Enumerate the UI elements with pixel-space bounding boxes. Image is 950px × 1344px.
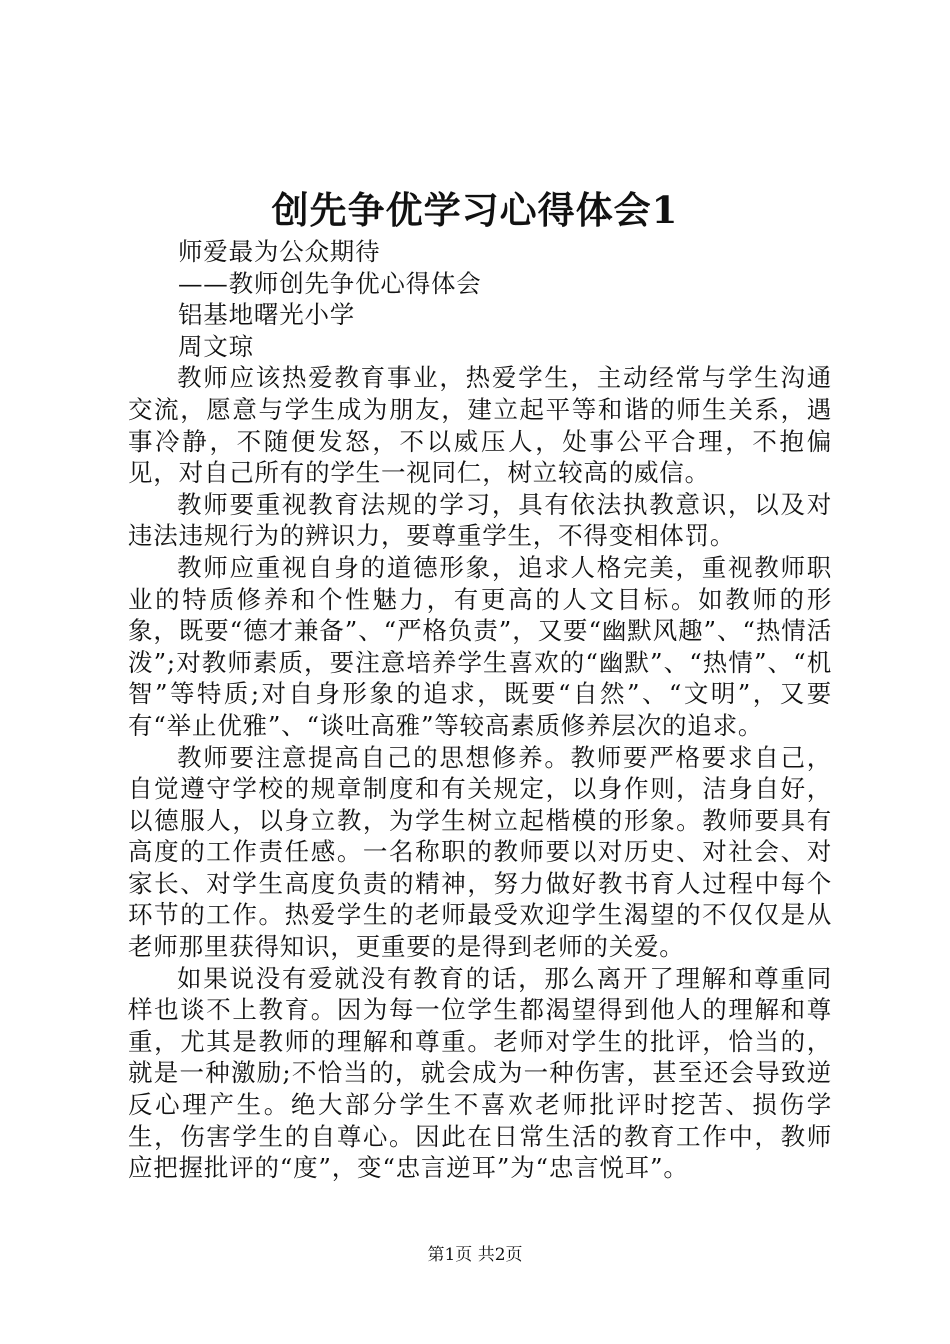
subtitle-line: 师爱最为公众期待	[178, 237, 381, 266]
document-title: 创先争优学习心得体会1	[271, 188, 679, 232]
body-paragraph: 教师要注意提高自己的思想修养。教师要严格要求自己，自觉遵守学校的规章制度和有关规定，以身作则，洁身自好，以德服人，以身立教，为学生树立起楷模的形象。教师要具有高度的工作责任感。一名称职的教师要以对历史、对社会、对家长、对学生高度负责的精神，努力做好教书育人过程中每个环节的工作。热爱学生的老师最受欢迎学生渴望的不仅仅是从老师那里获得知识，更重要的是得到老师的关爱。	[128, 742, 832, 962]
body-paragraph: 教师要重视教育法规的学习，具有依法执教意识，以及对违法违规行为的辨识力，要尊重学生，不得变相体罚。	[128, 489, 832, 551]
page-footer: 第1页 共2页	[427, 1245, 523, 1265]
body-paragraph: 教师应该热爱教育事业，热爱学生，主动经常与学生沟通交流，愿意与学生成为朋友，建立起平等和谐的师生关系，遇事冷静，不随便发怒，不以威压人，处事公平合理，不抱偏见，对自己所有的学生一视同仁，树立较高的威信。	[128, 363, 832, 488]
body-paragraph: 教师应重视自身的道德形象，追求人格完美，重视教师职业的特质修养和个性魅力，有更高的人文目标。如教师的形象，既要“德才兼备”、“严格负责”，又要“幽默风趣”、“热情活泼”;对教师素质，要注意培养学生喜欢的“幽默”、“热情”、“机智”等特质;对自身形象的追求，既要“自然”、“文明”，又要有“举止优雅”、“谈吐高雅”等较高素质修养层次的追求。	[128, 552, 832, 740]
document-body	[128, 236, 832, 1184]
subtitle-line: ——教师创先争优心得体会	[178, 268, 482, 298]
school-name: 铝基地曙光小学	[178, 300, 356, 330]
body-paragraph: 如果说没有爱就没有教育的话，那么离开了理解和尊重同样也谈不上教育。因为每一位学生都渴望得到他人的理解和尊重，尤其是教师的理解和尊重。老师对学生的批评，恰当的，就是一种激励;不恰当的，就会成为一种伤害，甚至还会导致逆反心理产生。绝大部分学生不喜欢老师批评时挖苦、损伤学生，伤害学生的自尊心。因此在日常生活的教育工作中，教师应把握批评的“度”，变“忠言逆耳”为“忠言悦耳”。	[128, 963, 832, 1183]
author-name: 周文琼	[178, 331, 254, 361]
